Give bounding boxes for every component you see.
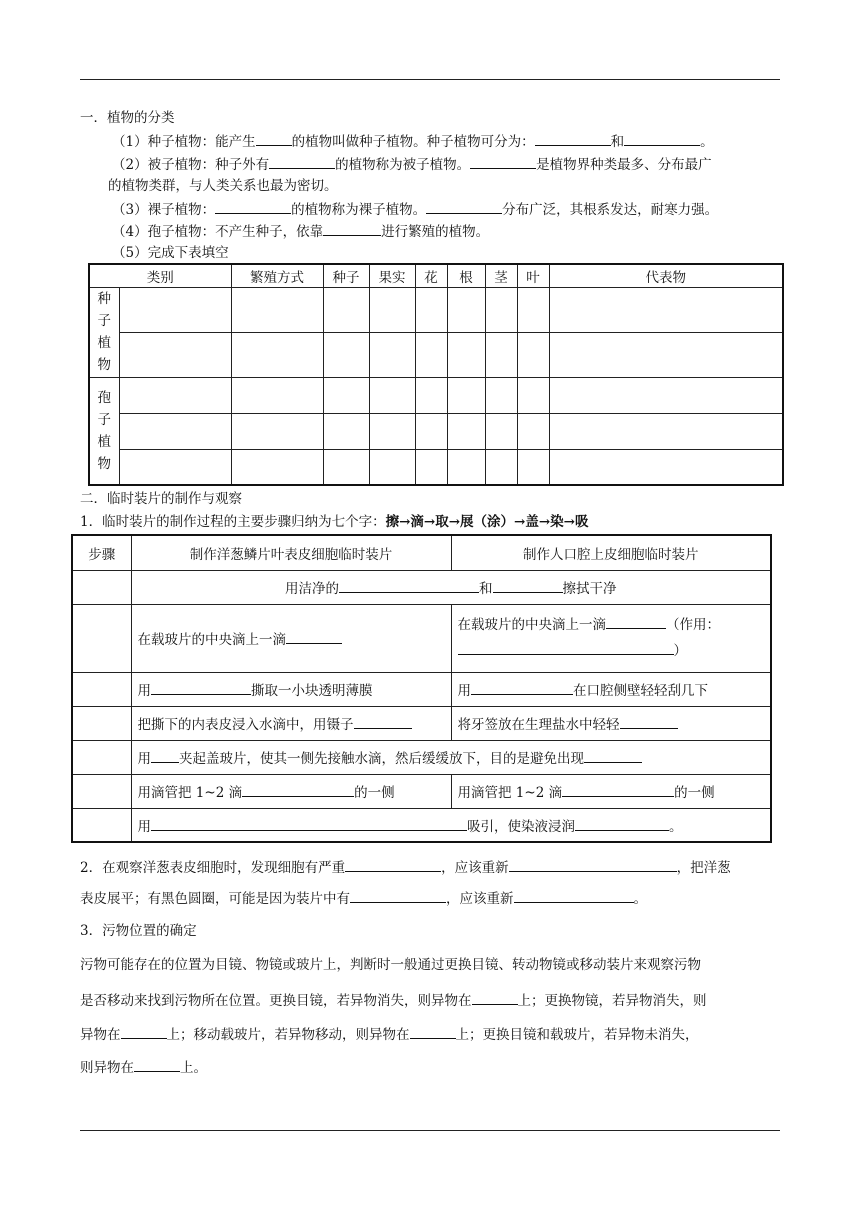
header-seed: 种子 [323,264,369,287]
header-flower: 花 [415,264,447,287]
table-cell[interactable] [485,449,517,485]
steps-summary: 擦→滴→取→展（涂）→盖→染→吸 [385,514,589,530]
blank[interactable] [242,782,354,797]
blank[interactable] [514,888,634,903]
row-wipe: 用洁净的 和 擦拭干净 [131,570,771,604]
header-stem: 茎 [485,264,517,287]
table-cell[interactable] [415,287,447,332]
blank[interactable] [493,578,563,593]
table-cell[interactable] [231,413,323,449]
item-fill-table: （5）完成下表填空 [112,245,229,261]
table-cell[interactable] [549,287,783,332]
blank[interactable] [151,816,467,831]
blank[interactable] [472,990,518,1005]
step-cell[interactable] [72,570,131,604]
blank[interactable] [350,888,446,903]
blank[interactable] [354,714,412,729]
row-take-left: 用 撕取一小块透明薄膜 [131,672,451,706]
table-cell[interactable] [549,332,783,377]
table-cell[interactable] [323,449,369,485]
blank[interactable] [256,131,292,146]
footer-rule [80,1130,780,1131]
blank[interactable] [562,782,674,797]
table-cell[interactable] [447,287,485,332]
header-onion: 制作洋葱鳞片叶表皮细胞临时装片 [131,535,451,570]
table-cell[interactable] [549,413,783,449]
table-cell[interactable] [369,377,415,413]
table-cell[interactable] [231,377,323,413]
step-cell[interactable] [72,774,131,808]
blank[interactable] [458,640,674,655]
header-cheek: 制作人口腔上皮细胞临时装片 [451,535,771,570]
blank[interactable] [470,154,536,169]
header-category: 类别 [89,264,231,287]
table-cell[interactable] [517,377,549,413]
table-cell[interactable] [485,332,517,377]
table-cell[interactable] [369,287,415,332]
question-3-line4: 则异物在 上。 [80,1057,207,1078]
blank[interactable] [339,578,479,593]
row-stain-left: 用滴管把 1~2 滴 的一侧 [131,774,451,808]
table-cell[interactable] [517,413,549,449]
table-cell[interactable] [369,413,415,449]
table-cell[interactable] [119,449,231,485]
blank[interactable] [620,714,678,729]
slide-preparation-table [71,534,772,843]
table-cell[interactable] [369,449,415,485]
question-2-line2: 表皮展平；有黑色圆圈，可能是因为装片中有 ，应该重新 。 [80,888,647,909]
row-take-right: 用 在口腔侧壁轻轻刮几下 [451,672,771,706]
table-cell[interactable] [517,287,549,332]
section1-title: 一．植物的分类 [80,110,175,126]
step-cell[interactable] [72,672,131,706]
row-drop-left: 在载玻片的中央滴上一滴 [131,604,451,672]
blank[interactable] [121,1024,167,1039]
item-seed-plants: （1）种子植物：能产生 的植物叫做种子植物。种子植物可分为： 和 。 [112,131,714,152]
blank[interactable] [134,1057,180,1072]
header-reproduction: 繁殖方式 [231,264,323,287]
blank[interactable] [345,857,441,872]
section2-title: 二．临时装片的制作与观察 [80,491,242,507]
item-spore-plants: （4）孢子植物：不产生种子，依靠 进行繁殖的植物。 [112,221,489,242]
header-root: 根 [447,264,485,287]
table-cell[interactable] [231,449,323,485]
table-cell[interactable] [119,332,231,377]
table-cell[interactable] [119,287,231,332]
table-cell[interactable] [415,377,447,413]
question-2-line1: 2．在观察洋葱表皮细胞时，发现细胞有严重 ，应该重新 ，把洋葱 [80,857,731,878]
blank[interactable] [535,131,611,146]
blank[interactable] [606,614,666,629]
question-3-line3: 异物在 上；移动载玻片，若异物移动，则异物在 上；更换目镜和载玻片，若异物未消失， [80,1024,699,1045]
table-cell[interactable] [485,413,517,449]
header-representative: 代表物 [549,264,783,287]
blank[interactable] [286,629,342,644]
item-angiosperms-cont: 的植物类群，与人类关系也最为密切。 [108,178,338,194]
blank[interactable] [584,748,642,763]
blank[interactable] [426,199,502,214]
table-cell[interactable] [231,332,323,377]
question-3-title: 3．污物位置的确定 [80,923,197,939]
row-drop-right: 在载玻片的中央滴上一滴 （作用： ） [451,604,771,672]
blank[interactable] [410,1024,456,1039]
table-cell[interactable] [369,332,415,377]
table-cell[interactable] [415,413,447,449]
table-cell[interactable] [447,449,485,485]
blank[interactable] [269,154,335,169]
table-cell[interactable] [485,377,517,413]
plant-classification-table [88,263,784,486]
table-cell[interactable] [517,332,549,377]
blank[interactable] [471,680,573,695]
blank[interactable] [323,221,381,236]
row-spread-right: 将牙签放在生理盐水中轻轻 [451,706,771,740]
row-cover: 用 夹起盖玻片，使其一侧先接触水滴，然后缓缓放下，目的是避免出现 [131,740,771,774]
question-3-line1: 污物可能存在的位置为目镜、物镜或玻片上，判断时一般通过更换目镜、转动物镜或移动装片来观察污物 [80,957,701,973]
table-cell[interactable] [415,332,447,377]
header-leaf: 叶 [517,264,549,287]
table-cell[interactable] [323,332,369,377]
row-spread-left: 把撕下的内表皮浸入水滴中，用镊子 [131,706,451,740]
header-step: 步骤 [72,535,131,570]
table-cell[interactable] [549,377,783,413]
blank[interactable] [575,816,669,831]
table-cell[interactable] [323,377,369,413]
table-cell[interactable] [447,377,485,413]
table-cell[interactable] [517,449,549,485]
item-gymnosperms: （3）裸子植物： 的植物称为裸子植物。 分布广泛，其根系发达，耐寒力强。 [112,199,718,220]
table-cell[interactable] [447,332,485,377]
item-angiosperms: （2）被子植物：种子外有 的植物称为被子植物。 是植物界种类最多、分布最广 [112,154,712,175]
row-stain-right: 用滴管把 1~2 滴 的一侧 [451,774,771,808]
question-1: 1．临时装片的制作过程的主要步骤归纳为七个字：擦→滴→取→展（涂）→盖→染→吸 [80,514,589,530]
blank[interactable] [215,199,291,214]
table-cell[interactable] [447,413,485,449]
step-cell[interactable] [72,808,131,842]
row-group-seed-plants: 种 子 植 物 [89,287,119,377]
table-cell[interactable] [549,449,783,485]
header-fruit: 果实 [369,264,415,287]
table-cell[interactable] [323,413,369,449]
step-cell[interactable] [72,706,131,740]
table-cell[interactable] [119,413,231,449]
blank[interactable] [624,131,700,146]
table-cell[interactable] [415,449,447,485]
blank[interactable] [151,680,251,695]
step-cell[interactable] [72,604,131,672]
blank[interactable] [509,857,677,872]
table-cell[interactable] [323,287,369,332]
header-rule [80,79,780,80]
table-cell[interactable] [231,287,323,332]
table-cell[interactable] [485,287,517,332]
step-cell[interactable] [72,740,131,774]
row-absorb: 用 吸引，使染液浸润 。 [131,808,771,842]
blank[interactable] [151,748,179,763]
row-group-spore-plants: 孢 子 植 物 [89,377,119,485]
question-3-line2: 是否移动来找到污物所在位置。更换目镜，若异物消失，则异物在 上；更换物镜，若异物消失，则 [80,990,707,1011]
table-cell[interactable] [119,377,231,413]
